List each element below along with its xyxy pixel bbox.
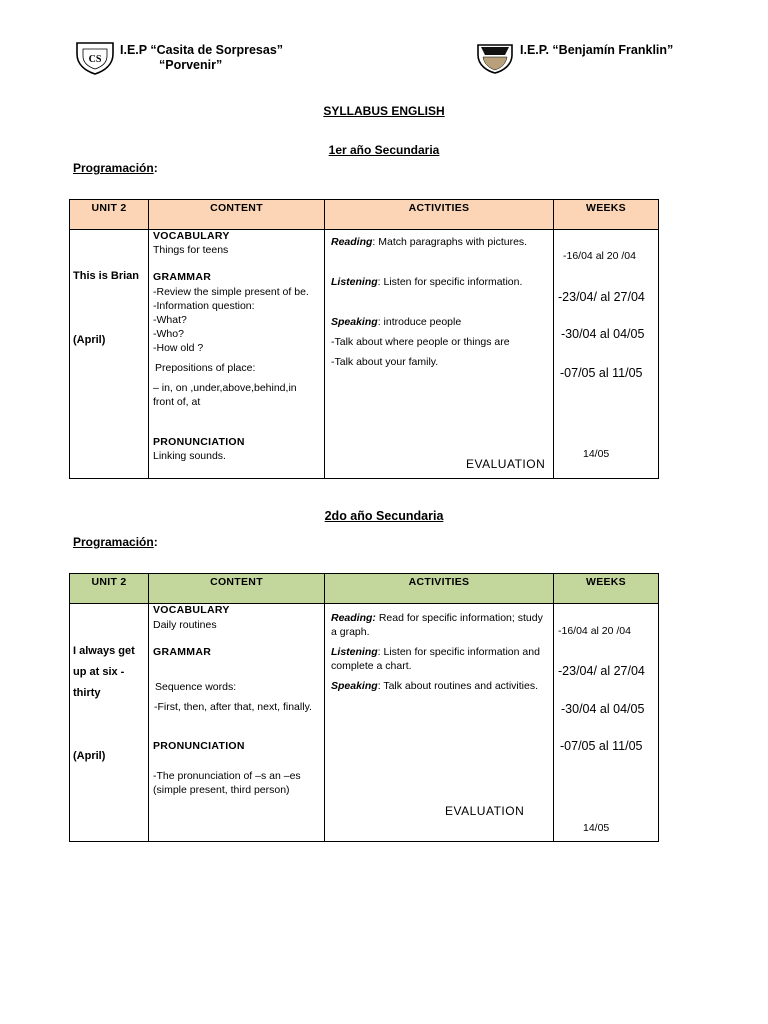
syllabus-table-2 xyxy=(69,573,659,842)
pronunciation-text: -The pronunciation of –s an –es xyxy=(153,770,301,782)
listening-activity: Listening: Listen for specific information. xyxy=(331,276,523,288)
vocabulary-text: Daily routines xyxy=(153,619,217,631)
prepositions-list: front of, at xyxy=(153,396,201,408)
svg-text:CS: CS xyxy=(88,54,102,65)
grammar-label: GRAMMAR xyxy=(153,646,212,658)
section2-year: 2do año Secundaria xyxy=(324,509,444,523)
week-item: 14/05 xyxy=(583,822,610,834)
grammar-line: -Who? xyxy=(153,328,184,340)
week-item: -23/04/ al 27/04 xyxy=(558,664,645,678)
section2-programacion: Programación: xyxy=(73,535,158,549)
col-activities: ACTIVITIES xyxy=(325,200,554,230)
week-item: -16/04 al 20 /04 xyxy=(563,250,636,262)
week-item: -23/04/ al 27/04 xyxy=(558,290,645,304)
col-content: CONTENT xyxy=(149,200,325,230)
unit-month: (April) xyxy=(73,750,106,762)
grammar-line: -How old ? xyxy=(153,342,204,354)
grammar-line: -Review the simple present of be. xyxy=(153,286,309,298)
week-item: -07/05 al 11/05 xyxy=(560,739,643,753)
col-weeks: WEEKS xyxy=(554,200,659,230)
school-name-left: I.E.P “Casita de Sorpresas” xyxy=(120,43,284,57)
sequence-label: Sequence words: xyxy=(155,681,237,693)
content-cell xyxy=(149,230,325,479)
col-unit: UNIT 2 xyxy=(70,200,149,230)
unit-cell xyxy=(70,604,149,842)
activities-cell xyxy=(325,604,554,842)
grammar-line: -Information question: xyxy=(153,300,255,312)
pronunciation-label: PRONUNCIATION xyxy=(153,740,245,752)
activity-line: -Talk about where people or things are xyxy=(331,336,510,348)
casita-de-sorpresas-logo xyxy=(74,40,116,76)
pronunciation-text: Linking sounds. xyxy=(153,450,226,462)
pronunciation-text: (simple present, third person) xyxy=(153,784,290,796)
listening-activity-cont: complete a chart. xyxy=(331,660,412,672)
week-item: -16/04 al 20 /04 xyxy=(558,625,631,637)
unit-month: (April) xyxy=(73,334,106,346)
section1-programacion: Programación: xyxy=(73,161,158,175)
evaluation-label: EVALUATION xyxy=(466,457,546,471)
weeks-cell xyxy=(554,604,659,842)
prepositions-label: Prepositions of place: xyxy=(155,362,256,374)
col-unit: UNIT 2 xyxy=(70,574,149,604)
content-cell xyxy=(149,604,325,842)
week-item: 14/05 xyxy=(583,448,610,460)
col-content: CONTENT xyxy=(149,574,325,604)
section1-year: 1er año Secundaria xyxy=(328,143,440,157)
reading-activity-cont: a graph. xyxy=(331,626,370,638)
evaluation-label: EVALUATION xyxy=(445,804,525,818)
benjamin-franklin-logo xyxy=(475,41,515,75)
col-weeks: WEEKS xyxy=(554,574,659,604)
vocabulary-text: Things for teens xyxy=(153,244,229,256)
school-location-left: “Porvenir” xyxy=(159,58,223,72)
grammar-label: GRAMMAR xyxy=(153,271,212,283)
document-title: SYLLABUS ENGLISH xyxy=(323,104,445,118)
activity-line: -Talk about your family. xyxy=(331,356,439,368)
week-item: -07/05 al 11/05 xyxy=(560,366,643,380)
sequence-text: -First, then, after that, next, finally. xyxy=(154,701,312,713)
unit-title-line: thirty xyxy=(73,687,101,699)
listening-activity: Listening: Listen for specific information and xyxy=(331,646,540,658)
unit-title-line: up at six - xyxy=(73,666,125,678)
vocabulary-label: VOCABULARY xyxy=(153,230,230,242)
speaking-activity: Speaking: introduce people xyxy=(331,316,462,328)
prepositions-list: – in, on ,under,above,behind,in xyxy=(153,382,297,394)
week-item: -30/04 al 04/05 xyxy=(561,327,645,341)
vocabulary-label: VOCABULARY xyxy=(153,604,230,616)
school-name-right: I.E.P. “Benjamín Franklin” xyxy=(520,43,674,57)
speaking-activity: Speaking: Talk about routines and activities. xyxy=(331,680,539,692)
unit-title-line: I always get xyxy=(73,645,135,657)
syllabus-table-1 xyxy=(69,199,659,479)
reading-activity: Reading: Read for specific information; study xyxy=(331,612,543,624)
unit-cell xyxy=(70,230,149,479)
grammar-line: -What? xyxy=(153,314,187,326)
col-activities: ACTIVITIES xyxy=(325,574,554,604)
unit-title: This is Brian xyxy=(73,270,140,282)
week-item: -30/04 al 04/05 xyxy=(561,702,645,716)
reading-activity: Reading: Match paragraphs with pictures. xyxy=(331,236,528,248)
pronunciation-label: PRONUNCIATION xyxy=(153,436,245,448)
weeks-cell xyxy=(554,230,659,479)
activities-cell xyxy=(325,230,554,479)
